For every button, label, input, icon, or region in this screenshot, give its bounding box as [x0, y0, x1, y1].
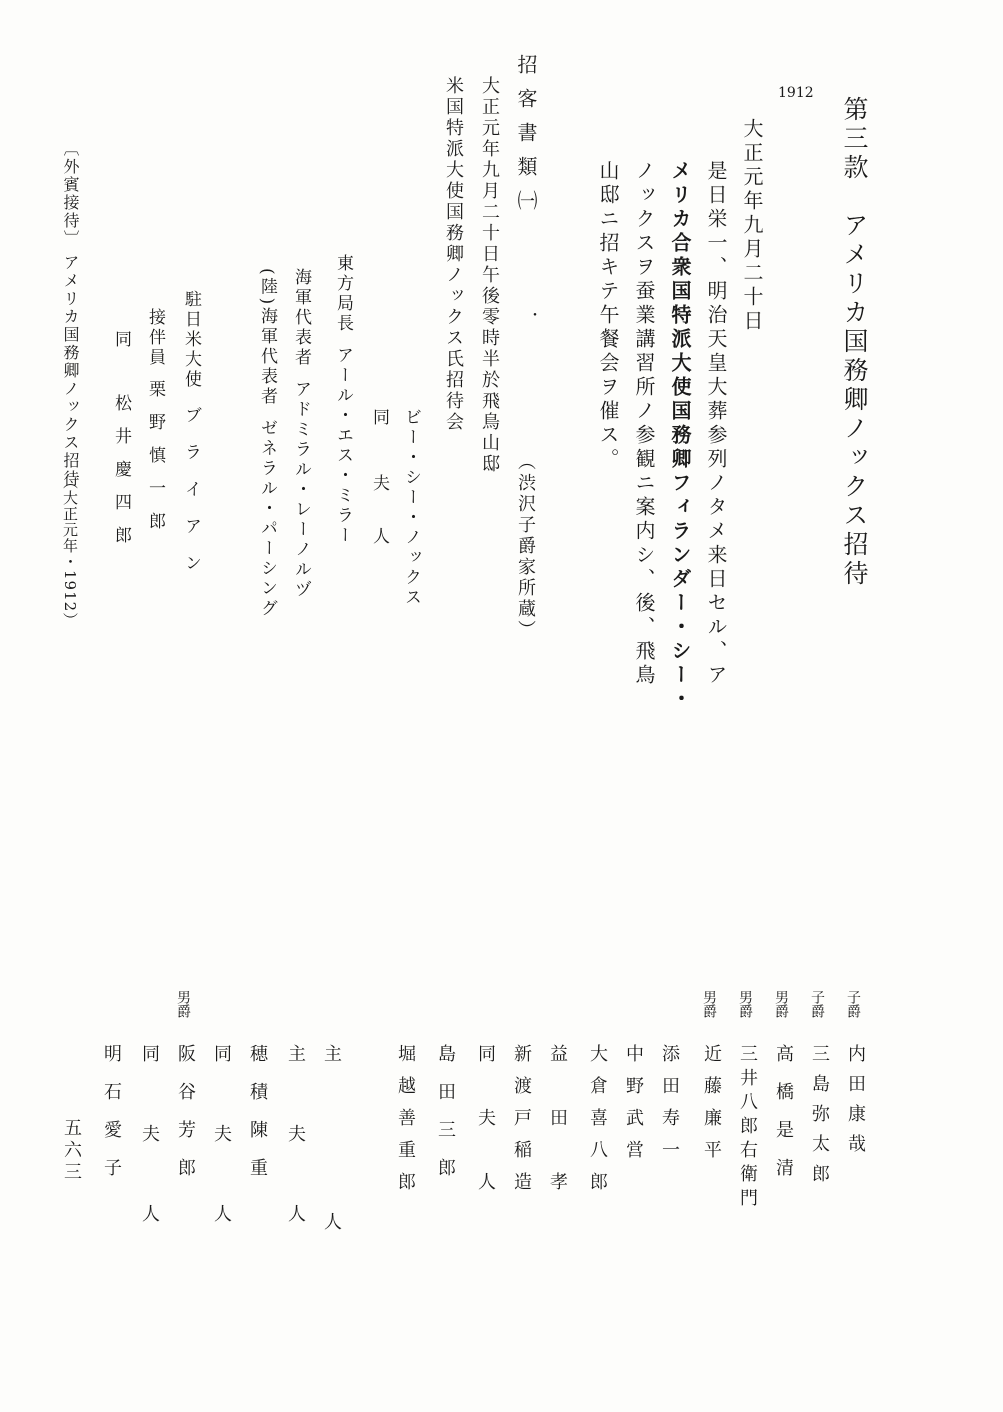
japanese-date: 大正元年九月二十日 [740, 118, 764, 334]
footer-title: アメリカ国務卿ノックス招待 [61, 254, 80, 488]
host-name: 主夫人 [285, 1044, 306, 1284]
host-name: 明石愛子 [101, 1044, 122, 1196]
guest-name: 夫人 [369, 474, 389, 580]
narrative-line-4: 山邸ニ招キテ午餐会ヲ催ス。 [596, 160, 620, 472]
host-name: 同夫人 [475, 1044, 496, 1236]
host-name: 三井八郎右衛門 [737, 1044, 758, 1212]
guest-title: 同 [369, 408, 389, 428]
host-name: 同夫人 [211, 1044, 232, 1284]
guest-name: ビー・シー・ノックス [401, 408, 421, 608]
guest-row [292, 268, 309, 600]
host-name: 中野武営 [623, 1044, 644, 1172]
guest-row [182, 290, 199, 591]
guest-name: 栗野慎一郎 [145, 380, 165, 545]
host-name: 大倉喜八郎 [587, 1044, 608, 1204]
guest-title: 海軍代表者 [291, 268, 311, 368]
document-heading: 招客書類㈠ [514, 54, 538, 224]
host-name: 高橋是清 [773, 1044, 794, 1196]
host-rank: 子爵 [809, 990, 825, 1018]
host-name: 内田康哉 [845, 1044, 866, 1164]
guest-title: 東方局長 [333, 254, 353, 334]
guest-name: 松井慶四郎 [111, 394, 131, 559]
western-year: 1912 [778, 85, 814, 101]
guest-row [146, 308, 163, 545]
separator-dot: ・ [528, 308, 542, 324]
host-rank: 男爵 [701, 990, 717, 1018]
host-rank: 男爵 [175, 990, 191, 1018]
guest-name: ゼネラル・パーシング [257, 419, 277, 620]
host-name: 三島弥太郎 [809, 1044, 830, 1194]
host-rank: 子爵 [845, 990, 861, 1018]
host-name: 主人 [321, 1044, 342, 1380]
event-line-2: 米国特派大使国務卿ノックス氏招待会 [443, 76, 464, 433]
page-number: 五六三 [61, 1118, 82, 1184]
host-name: 近藤廉平 [701, 1044, 722, 1172]
guest-row [112, 330, 129, 559]
event-line-1: 大正元年九月二十日午後零時半於飛鳥山邸 [479, 76, 500, 475]
footer-category: 〔外賓接待〕 [61, 140, 80, 248]
host-name: 島田三郎 [435, 1044, 456, 1196]
guest-title: 同 [111, 330, 131, 350]
document-source: （渋沢子爵家所蔵） [515, 452, 536, 641]
host-name: 堀越善重郎 [395, 1044, 416, 1204]
guest-row [370, 408, 387, 580]
footer-date: （大正元年・1912） [61, 474, 79, 629]
guest-name: アール・エス・ミラー [333, 346, 353, 546]
guest-name: ブライアン [181, 406, 201, 591]
narrative-line-1: 是日栄一、明治天皇大葬参列ノタメ来日セル、ア [704, 160, 728, 688]
guest-title: 駐日米大使 [181, 290, 201, 390]
guest-row [402, 408, 419, 608]
host-name: 添田寿一 [659, 1044, 680, 1172]
host-name: 同夫人 [139, 1044, 160, 1284]
host-name: 阪谷芳郎 [175, 1044, 196, 1196]
narrative-line-2: メリカ合衆国特派大使国務卿フィランダー・シー・ [668, 160, 692, 712]
narrative-line-3: ノックスヲ蚕業講習所ノ参観ニ案内シ、後、飛鳥 [632, 160, 656, 688]
host-name: 穂積陳重 [247, 1044, 268, 1196]
guest-title: (陸)海軍代表者 [257, 268, 277, 408]
host-rank: 男爵 [737, 990, 753, 1018]
host-rank: 男爵 [773, 990, 789, 1018]
host-name: 新渡戸稲造 [511, 1044, 532, 1204]
guest-title: 接伴員 [145, 308, 165, 368]
section-title: 第三款 アメリカ国務卿ノックス招待 [840, 96, 869, 589]
guest-row [334, 254, 351, 546]
guest-row [258, 268, 275, 619]
host-name: 益田孝 [547, 1044, 568, 1236]
guest-name: アドミラル・レーノルヅ [291, 380, 311, 600]
